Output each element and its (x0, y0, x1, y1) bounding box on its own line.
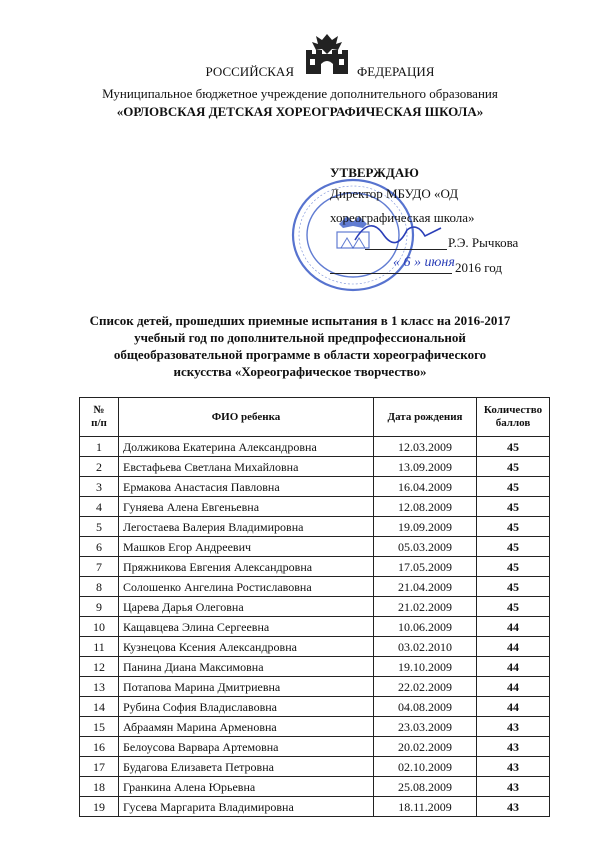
row-name: Потапова Марина Дмитриевна (119, 677, 374, 697)
list-title-line1: Список детей, прошедших приемные испытания в 1 класс на 2016-2017 (89, 313, 511, 328)
row-num: 16 (80, 737, 119, 757)
row-score: 45 (477, 477, 550, 497)
header-name: ФИО ребенка (119, 398, 374, 437)
row-score: 43 (477, 717, 550, 737)
row-score: 43 (477, 737, 550, 757)
row-score: 44 (477, 637, 550, 657)
table-row (80, 677, 550, 697)
row-birth: 16.04.2009 (374, 477, 477, 497)
row-num: 11 (80, 637, 119, 657)
org-name: «ОРЛОВСКАЯ ДЕТСКАЯ ХОРЕОГРАФИЧЕСКАЯ ШКОЛА» (116, 104, 484, 119)
row-num: 19 (80, 797, 119, 817)
row-birth: 22.02.2009 (374, 677, 477, 697)
table-row (80, 637, 550, 657)
row-score: 45 (477, 537, 550, 557)
handwritten-date: « 6 » июня (393, 255, 455, 270)
row-num: 6 (80, 537, 119, 557)
table-row (80, 437, 550, 457)
row-birth: 04.08.2009 (374, 697, 477, 717)
header-num (80, 398, 119, 437)
row-num: 9 (80, 597, 119, 617)
row-score: 43 (477, 757, 550, 777)
row-birth: 21.02.2009 (374, 597, 477, 617)
table-header-row (80, 398, 550, 437)
signature-icon (345, 210, 455, 250)
table-row (80, 537, 550, 557)
row-num: 14 (80, 697, 119, 717)
row-birth: 25.08.2009 (374, 777, 477, 797)
approval-position-line1: Директор МБУДО «ОД (330, 186, 459, 201)
row-name: Евстафьева Светлана Михайловна (119, 457, 374, 477)
table-row (80, 797, 550, 817)
row-score: 45 (477, 597, 550, 617)
row-name: Панина Диана Максимовна (119, 657, 374, 677)
coat-of-arms-icon (300, 30, 354, 76)
row-score: 45 (477, 497, 550, 517)
students-table (79, 397, 550, 817)
row-birth: 02.10.2009 (374, 757, 477, 777)
row-num: 7 (80, 557, 119, 577)
row-name: Солошенко Ангелина Ростиславовна (119, 577, 374, 597)
header-score-line2: баллов (495, 417, 531, 429)
header-num-line1: № (93, 404, 105, 416)
list-title-line2: учебный год по дополнительной предпрофессиональной (134, 330, 466, 345)
row-num: 1 (80, 437, 119, 457)
table-row (80, 657, 550, 677)
row-birth: 19.10.2009 (374, 657, 477, 677)
row-score: 45 (477, 577, 550, 597)
row-num: 15 (80, 717, 119, 737)
row-score: 45 (477, 437, 550, 457)
row-score: 43 (477, 777, 550, 797)
table-row (80, 497, 550, 517)
row-name: Белоусова Варвара Артемовна (119, 737, 374, 757)
row-num: 12 (80, 657, 119, 677)
row-score: 45 (477, 517, 550, 537)
row-num: 5 (80, 517, 119, 537)
row-num: 3 (80, 477, 119, 497)
row-name: Пряжникова Евгения Александровна (119, 557, 374, 577)
row-score: 45 (477, 457, 550, 477)
row-birth: 03.02.2010 (374, 637, 477, 657)
row-name: Ермакова Анастасия Павловна (119, 477, 374, 497)
row-name: Гусева Маргарита Владимировна (119, 797, 374, 817)
row-birth: 12.03.2009 (374, 437, 477, 457)
approval-signer: Р.Э. Рычкова (448, 235, 519, 250)
row-num: 17 (80, 757, 119, 777)
org-type: Муниципальное бюджетное учреждение дополнительного образования (102, 86, 498, 101)
header-birth: Дата рождения (374, 398, 477, 437)
table-row (80, 557, 550, 577)
list-title-line3: общеобразовательной программе в области хореографического (113, 347, 487, 362)
header-score (477, 398, 550, 437)
table-row (80, 737, 550, 757)
row-name: Будагова Елизавета Петровна (119, 757, 374, 777)
row-score: 44 (477, 677, 550, 697)
row-name: Машков Егор Андреевич (119, 537, 374, 557)
list-title-line4: искусства «Хореографическое творчество» (173, 364, 427, 379)
row-name: Гранкина Алена Юрьевна (119, 777, 374, 797)
row-birth: 20.02.2009 (374, 737, 477, 757)
row-birth: 12.08.2009 (374, 497, 477, 517)
table-row (80, 517, 550, 537)
row-score: 44 (477, 657, 550, 677)
row-birth: 05.03.2009 (374, 537, 477, 557)
row-birth: 21.04.2009 (374, 577, 477, 597)
row-score: 43 (477, 797, 550, 817)
row-num: 8 (80, 577, 119, 597)
row-birth: 13.09.2009 (374, 457, 477, 477)
row-num: 13 (80, 677, 119, 697)
country-right: ФЕДЕРАЦИЯ (357, 64, 435, 79)
table-row (80, 777, 550, 797)
approval-position-line2: хореографическая школа» (330, 210, 475, 225)
table-row (80, 617, 550, 637)
approval-title: УТВЕРЖДАЮ (330, 165, 419, 180)
country-left: РОССИЙСКАЯ (205, 64, 294, 79)
approval-year: 2016 год (455, 260, 502, 275)
row-birth: 18.11.2009 (374, 797, 477, 817)
table-row (80, 697, 550, 717)
row-name: Должикова Екатерина Александровна (119, 437, 374, 457)
row-name: Царева Дарья Олеговна (119, 597, 374, 617)
header-num-line2: п/п (91, 417, 107, 429)
list-title (60, 312, 540, 380)
row-name: Абраамян Марина Арменовна (119, 717, 374, 737)
table-row (80, 577, 550, 597)
row-name: Легостаева Валерия Владимировна (119, 517, 374, 537)
row-birth: 17.05.2009 (374, 557, 477, 577)
table-row (80, 717, 550, 737)
row-name: Гуняева Алена Евгеньевна (119, 497, 374, 517)
row-birth: 23.03.2009 (374, 717, 477, 737)
row-num: 10 (80, 617, 119, 637)
date-line (330, 273, 452, 274)
header-score-line1: Количество (483, 404, 543, 416)
row-num: 2 (80, 457, 119, 477)
row-birth: 10.06.2009 (374, 617, 477, 637)
table-row (80, 757, 550, 777)
row-name: Рубина София Владиславовна (119, 697, 374, 717)
row-num: 18 (80, 777, 119, 797)
row-score: 44 (477, 697, 550, 717)
table-row (80, 597, 550, 617)
row-name: Кащавцева Элина Сергеевна (119, 617, 374, 637)
row-num: 4 (80, 497, 119, 517)
row-score: 44 (477, 617, 550, 637)
row-name: Кузнецова Ксения Александровна (119, 637, 374, 657)
table-row (80, 457, 550, 477)
row-birth: 19.09.2009 (374, 517, 477, 537)
row-score: 45 (477, 557, 550, 577)
table-row (80, 477, 550, 497)
